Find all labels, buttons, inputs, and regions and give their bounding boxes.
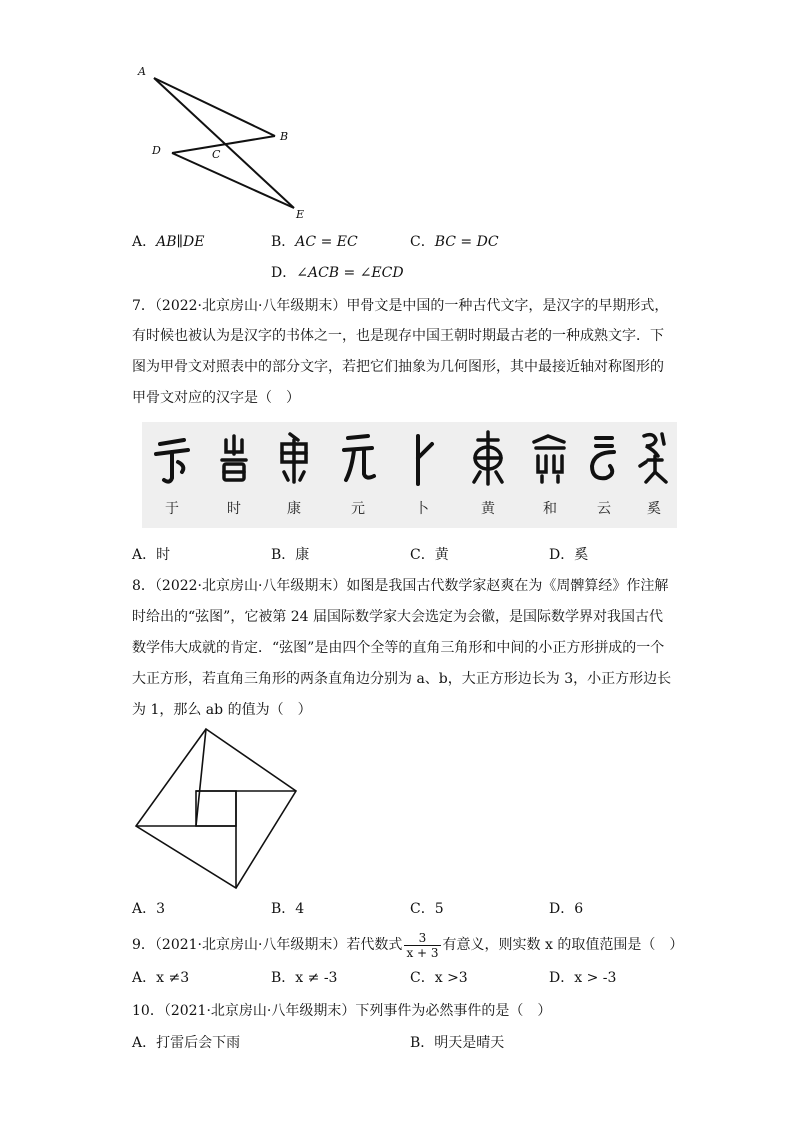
q6-option-d[interactable]: D．∠ACB = ∠ECD [271,265,404,281]
q6-option-a[interactable]: A．AB∥DE [132,234,205,250]
label-e: E [296,208,305,221]
glyph-caption: 康 [287,501,301,517]
segment-bd [172,136,275,153]
q10-option-a[interactable]: A．打雷后会下雨 [132,1035,241,1051]
q8-line-4: 大正方形，若直角三角形的两条直角边分别为 a、b，大正方形边长为 3，小正方形边长 [132,671,672,687]
segment-ab [154,78,275,136]
glyph-cell-xi [624,422,684,528]
triangle-leg-1 [196,729,206,826]
q9-option-a[interactable]: A．x ≠3 [132,970,190,986]
oracle-bu-icon [392,422,452,492]
glyph-cell-yuan [328,422,388,528]
q7-option-b[interactable]: B．康 [271,547,310,563]
glyph-caption: 卜 [415,501,429,517]
label-c: C [212,148,221,161]
oracle-he-icon [520,422,580,492]
q6-option-b[interactable]: B．AC = EC [271,234,358,250]
label-a: A [138,65,146,78]
q9-option-b[interactable]: B．x ≠ -3 [271,970,338,986]
q8-option-d[interactable]: D．6 [549,901,584,917]
oracle-xi-icon [624,422,684,492]
oracle-kang-icon [264,422,324,492]
q9-stem: 9．（2021·北京房山·八年级期末）若代数式 $\frac{3}{x + 3}$ 有意义，则实数 x 的取值范围是（ ） [132,930,684,960]
segment-ae [154,78,294,208]
q8-line-2: 时给出的“弦图”，它被第 24 届国际数学家大会选定为会徽，是国际数学界对我国古代 [132,609,664,625]
q9-option-d[interactable]: D．x > -3 [549,970,617,986]
q7-option-a[interactable]: A．时 [132,547,171,563]
glyph-cell-he [520,422,580,528]
q8-option-a[interactable]: A．3 [132,901,166,917]
q8-line-3: 数学伟大成就的肯定．“弦图”是由四个全等的直角三角形和中间的小正方形拼成的一个 [132,640,665,656]
glyph-cell-yu [142,422,202,528]
glyph-cell-huang [458,422,518,528]
q8-line-1: 8．（2022·北京房山·八年级期末）如图是我国古代数学家赵爽在为《周髀算经》作注解 [132,578,669,594]
string-diagram [130,725,305,895]
q7-line-3: 图为甲骨文对照表中的部分文字，若把它们抽象为几何图形，其中最接近轴对称图形的 [132,359,664,375]
q10-option-b[interactable]: B．明天是晴天 [410,1035,505,1051]
glyph-cell-kang [264,422,324,528]
label-b: B [280,130,289,143]
q7-line-4: 甲骨文对应的汉字是（ ） [132,390,300,406]
glyph-caption: 和 [543,501,557,517]
q7-option-c[interactable]: C．黄 [410,547,449,563]
small-square [196,791,236,826]
triangle-figure [130,60,330,230]
glyph-cell-bu [392,422,452,528]
glyph-caption: 时 [227,501,241,517]
oracle-bone-table [142,422,677,528]
oracle-shi-icon [204,422,264,492]
glyph-caption: 于 [165,501,179,517]
q8-line-5: 为 1，那么 ab 的值为（ ） [132,702,312,718]
glyph-caption: 奚 [647,501,661,517]
segment-de [172,153,294,208]
oracle-yu-icon [142,422,202,492]
oracle-huang-icon [458,422,518,492]
glyph-caption: 黄 [481,501,495,517]
glyph-caption: 云 [597,501,611,517]
q7-option-d[interactable]: D．奚 [549,547,589,563]
oracle-yuan-icon [328,422,388,492]
q9-option-c[interactable]: C．x >3 [410,970,468,986]
big-square [136,729,296,888]
glyph-caption: 元 [351,501,365,517]
q9-fraction: $\frac{3}{x + 3}$ [406,930,439,960]
q10-stem: 10．（2021·北京房山·八年级期末）下列事件为必然事件的是（ ） [132,1003,552,1019]
q7-line-2: 有时候也被认为是汉字的书体之一，也是现存中国王朝时期最古老的一种成熟文字．下 [132,328,664,344]
q6-option-c[interactable]: C．BC = DC [410,234,499,250]
q7-line-1: 7．（2022·北京房山·八年级期末）甲骨文是中国的一种古代文字，是汉字的早期形式， [132,298,669,314]
q8-option-c[interactable]: C．5 [410,901,444,917]
glyph-cell-shi [204,422,264,528]
q8-option-b[interactable]: B．4 [271,901,305,917]
label-d: D [152,144,161,157]
